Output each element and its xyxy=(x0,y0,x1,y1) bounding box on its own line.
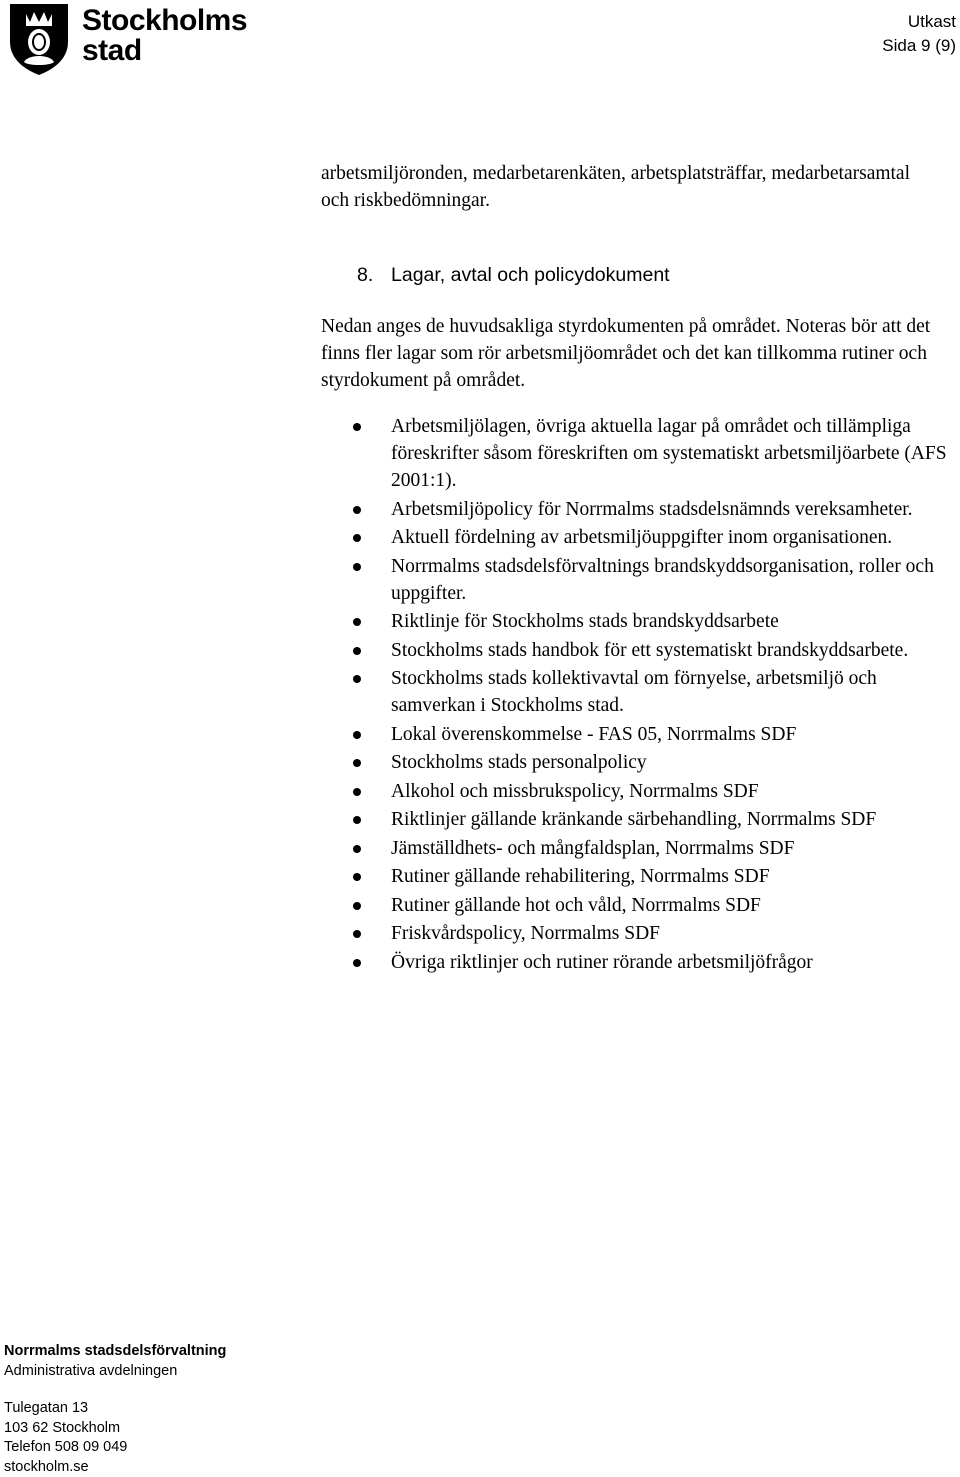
bullet-icon xyxy=(353,731,361,739)
list-item-text: Stockholms stads kollektivavtal om förnyelse, arbetsmiljö och samverkan i Stockholms stad. xyxy=(391,668,877,716)
list-item-text: Norrmalms stadsdelsförvaltnings brandskyddsorganisation, roller och uppgifter. xyxy=(391,556,934,604)
bullet-icon xyxy=(353,759,361,767)
logo-text-line2: stad xyxy=(82,36,247,66)
logo-text-line1: Stockholms xyxy=(82,6,247,36)
list-item-text: Övriga riktlinjer och rutiner rörande arbetsmiljöfrågor xyxy=(391,952,813,973)
footer xyxy=(4,1342,226,1477)
draft-label: Utkast xyxy=(882,10,956,34)
list-item-text: Alkohol och missbrukspolicy, Norrmalms SDF xyxy=(391,781,759,802)
footer-department: Administrativa avdelningen xyxy=(4,1362,226,1382)
section-paragraph: Nedan anges de huvudsakliga styrdokumenten på området. Noteras bör att det finns fler lagar som rör arbetsmiljöområdet och det kan tillkomma rutiner och styrdokument på området. xyxy=(321,313,941,394)
bullet-icon xyxy=(353,506,361,514)
list-item xyxy=(321,892,951,919)
bullet-icon xyxy=(353,675,361,683)
section-number: 8. xyxy=(357,262,391,289)
list-item-text: Friskvårdspolicy, Norrmalms SDF xyxy=(391,923,660,944)
list-item xyxy=(321,721,951,748)
list-item-text: Arbetsmiljöpolicy för Norrmalms stadsdelsnämnds vereksamheter. xyxy=(391,499,913,520)
bullet-icon xyxy=(353,845,361,853)
list-item xyxy=(321,863,951,890)
footer-street: Tulegatan 13 xyxy=(4,1399,226,1419)
list-item xyxy=(321,496,951,523)
list-item-text: Aktuell fördelning av arbetsmiljöuppgifter inom organisationen. xyxy=(391,527,892,548)
bullet-icon xyxy=(353,873,361,881)
bullet-icon xyxy=(353,959,361,967)
bullet-icon xyxy=(353,816,361,824)
bullet-icon xyxy=(353,563,361,571)
list-item-text: Riktlinje för Stockholms stads brandskyddsarbete xyxy=(391,611,779,632)
list-item xyxy=(321,806,951,833)
section-title: Lagar, avtal och policydokument xyxy=(391,264,670,286)
list-item-text: Arbetsmiljölagen, övriga aktuella lagar på området och tillämpliga föreskrifter såsom föreskriften om systematiskt arbetsmiljöarbete (AFS 2001:1). xyxy=(391,416,947,491)
list-item xyxy=(321,553,951,607)
list-item-text: Lokal överenskommelse - FAS 05, Norrmalms SDF xyxy=(391,724,796,745)
list-item xyxy=(321,949,951,976)
list-item xyxy=(321,920,951,947)
bullet-icon xyxy=(353,788,361,796)
list-item xyxy=(321,637,951,664)
bullet-icon xyxy=(353,423,361,431)
list-item xyxy=(321,835,951,862)
list-item xyxy=(321,413,951,494)
section-heading xyxy=(357,262,670,289)
bullet-icon xyxy=(353,902,361,910)
stockholms-stad-logo xyxy=(6,2,246,76)
list-item-text: Rutiner gällande rehabilitering, Norrmalms SDF xyxy=(391,866,770,887)
footer-org: Norrmalms stadsdelsförvaltning xyxy=(4,1342,226,1362)
list-item xyxy=(321,778,951,805)
footer-phone: Telefon 508 09 049 xyxy=(4,1438,226,1458)
list-item xyxy=(321,608,951,635)
footer-web: stockholm.se xyxy=(4,1458,226,1477)
bullet-icon xyxy=(353,930,361,938)
list-item-text: Stockholms stads handbok för ett systematiskt brandskyddsarbete. xyxy=(391,640,908,661)
city-crest-icon xyxy=(6,2,72,76)
footer-city: 103 62 Stockholm xyxy=(4,1419,226,1439)
list-item xyxy=(321,524,951,551)
list-item-text: Riktlinjer gällande kränkande särbehandling, Norrmalms SDF xyxy=(391,809,876,830)
document-status xyxy=(882,10,956,58)
list-item xyxy=(321,665,951,719)
list-item xyxy=(321,749,951,776)
list-item-text: Stockholms stads personalpolicy xyxy=(391,752,647,773)
bullet-icon xyxy=(353,618,361,626)
intro-continuation: arbetsmiljöronden, medarbetarenkäten, arbetsplatsträffar, medarbetarsamtal och riskbedömningar. xyxy=(321,160,941,214)
bullet-icon xyxy=(353,647,361,655)
list-item-text: Rutiner gällande hot och våld, Norrmalms SDF xyxy=(391,895,761,916)
bullet-icon xyxy=(353,534,361,542)
page-number: Sida 9 (9) xyxy=(882,34,956,58)
document-list xyxy=(321,413,951,977)
list-item-text: Jämställdhets- och mångfaldsplan, Norrmalms SDF xyxy=(391,838,794,859)
